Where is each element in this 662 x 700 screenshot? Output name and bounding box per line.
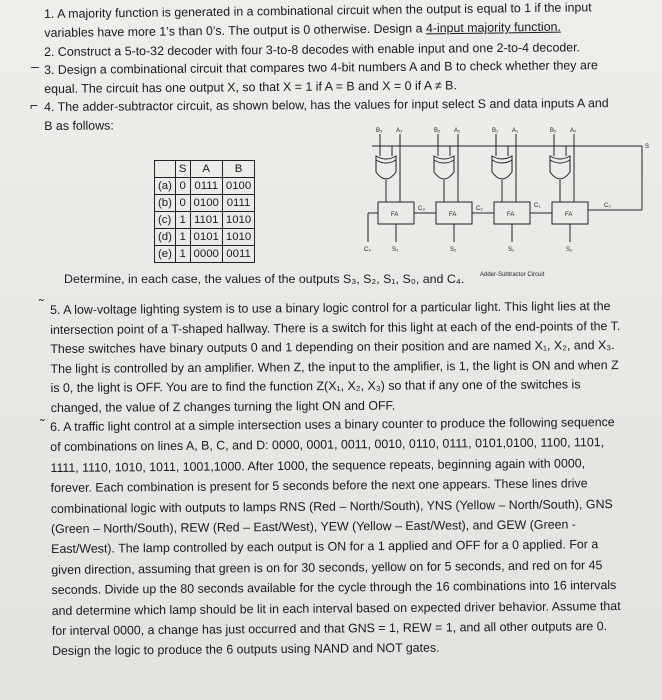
problem-4-text: The adder-subtractor circuit, as shown below, has the values for input select S and data inputs A and B as follows: (44, 96, 609, 134)
table-cell: (b) (155, 195, 176, 212)
problem-4-question-text: Determine, in each case, the values of the outputs S₃, S₂, S₁, S₀, and C₄. (64, 272, 465, 286)
problem-1-text: A majority function is generated in a combinational circuit when the output is equal to 1 if the input variables have more 1’s than 0’s. The output is 0 otherwise. Design a (44, 0, 592, 41)
table-cell: 1010 (222, 229, 254, 246)
diagram-caption: Adder-Subtractor Circuit (480, 272, 545, 278)
table-cell: 0101 (190, 229, 222, 246)
sum-label: S₃ (392, 247, 399, 253)
problem-4-number: 4. (44, 99, 55, 114)
carry-label: C₁ (534, 203, 541, 209)
carry-label: C₃ (418, 206, 425, 212)
table-cell: 1101 (190, 212, 222, 229)
table-row (155, 229, 255, 246)
check-mark-3: – (31, 58, 39, 74)
table-cell: 1010 (222, 212, 254, 229)
table-cell: (c) (155, 212, 176, 229)
problem-4-question (64, 270, 484, 289)
table-row (155, 212, 255, 229)
fa-label: FA (391, 212, 399, 218)
problem-5 (50, 297, 623, 419)
table-header-cell (155, 161, 176, 178)
table-cell: (e) (155, 246, 176, 263)
check-mark-5: ˜ (39, 296, 44, 312)
table-header-cell: S (175, 161, 190, 178)
carry-in-label: C₀ (604, 203, 611, 209)
table-cell: (a) (155, 178, 176, 195)
fa-label: FA (449, 212, 457, 218)
problem-3-text: Design a combinational circuit that compares two 4-bit numbers A and B to check whether they are equal. The circuit has one output X, so that X = 1 if A = B and X = 0 if A ≠ B. (44, 58, 598, 97)
table-row (155, 246, 255, 263)
table-cell: 1 (175, 229, 190, 246)
problem-1 (44, 0, 614, 44)
table-cell: 0100 (222, 178, 254, 195)
table-cell: 0111 (190, 178, 222, 195)
sum-label: S₀ (566, 247, 573, 253)
table-cell: 0011 (222, 246, 254, 263)
diagram-input-label: A₃ (396, 128, 403, 134)
problem-3-number: 3. (44, 62, 55, 77)
fa-label: FA (507, 212, 515, 218)
diagram-input-label: B₃ (376, 128, 383, 134)
diagram-input-label: B₁ (492, 128, 499, 134)
table-header-cell: A (190, 161, 222, 178)
check-mark-4: ⌐ (30, 97, 39, 113)
table-cell: (d) (155, 229, 176, 246)
sum-label: S₂ (450, 247, 457, 253)
diagram-input-label: B₀ (550, 128, 557, 134)
problem-3 (44, 56, 616, 100)
diagram-select-label: S (645, 144, 650, 150)
diagram-input-label: B₂ (434, 128, 441, 134)
diagram-input-label: A₂ (454, 128, 461, 134)
problem-6-number: 6. (50, 419, 61, 434)
adder-subtractor-diagram (360, 124, 660, 294)
table-header-cell: B (222, 161, 254, 178)
problem-1-number: 1. (44, 6, 55, 21)
input-values-table (154, 160, 255, 263)
problem-1-underlined: 4-input majority function. (425, 20, 561, 36)
table-cell: 0111 (222, 195, 254, 212)
problem-6-text: A traffic light control at a simple intersection uses a binary counter to produce the following sequence of combinations on lines A, B, C, and D: 0000, 0001, 0011, 0010, 0110, 0111, 0101,0100, 1100, 1101, 1111, 1110, 1010, 1011, 1001,1000. After 1000, the sequence repeats, beginning again with 0000, forever. Each combination is present for 5 seconds before the next one appears. These lines drive combinational logic with outputs to lamps RNS (Red – North/South), YNS (Yellow – North/South), GNS (Green – North/South), REW (Red – East/West), YEW (Yellow – East/West), and GEW (Green - East/West). The lamp controlled by each output is ON for a 1 applied and OFF for a 0 applied. For a given direction, assuming that green is on for 30 seconds, yellow on for 5 seconds, and red on for 45 seconds. Divide up the 80 seconds available for the cycle through the 16 combinations into 16 intervals and determine which lamp should be lit in each interval based on expected driver behavior. Assume that for interval 0000, a change has just occurred and that GNS = 1, REW = 1, and all other outputs are 0. Design the logic to produce the 6 outputs using NAND and NOT gates. (50, 415, 621, 659)
check-mark-6: ˜ (40, 416, 45, 432)
table-row (155, 178, 255, 195)
table-cell: 1 (175, 246, 190, 263)
table-header-row (155, 161, 255, 178)
fa-label: FA (565, 212, 573, 218)
problem-5-number: 5. (50, 302, 61, 317)
table-cell: 0 (175, 178, 190, 195)
problem-2-number: 2. (44, 44, 55, 59)
carry-label: C₂ (476, 206, 483, 212)
sum-label: S₁ (508, 247, 515, 253)
problem-6 (50, 412, 624, 662)
table-cell: 0 (175, 195, 190, 212)
carry-out-label: C₄ (364, 247, 371, 253)
diagram-input-label: A₀ (570, 128, 577, 134)
table-cell: 0100 (190, 195, 222, 212)
table-cell: 0000 (190, 246, 222, 263)
problem-5-text: A low-voltage lighting system is to use a binary logic control for a particular light. This light lies at the intersection point of a T-shaped hallway. There is a switch for this light at each of the end-points of the T. These switches have binary outputs 0 and 1 depending on their position and are named X₁, X₂, and X₃. The light is controlled by an amplifier. When Z, the input to the amplifier, is 1, the light is ON and when Z is 0, the light is OFF. You are to find the function Z(X₁, X₂, X₃) so that if any one of the switches is changed, the value of Z changes turning the light ON and OFF. (50, 299, 621, 415)
table-row (155, 195, 255, 212)
diagram-input-label: A₁ (512, 128, 519, 134)
table-cell: 1 (175, 212, 190, 229)
problem-2-text: Construct a 5-to-32 decoder with four 3-to-8 decodes with enable input and one 2-to-4 decoder. (57, 40, 581, 59)
